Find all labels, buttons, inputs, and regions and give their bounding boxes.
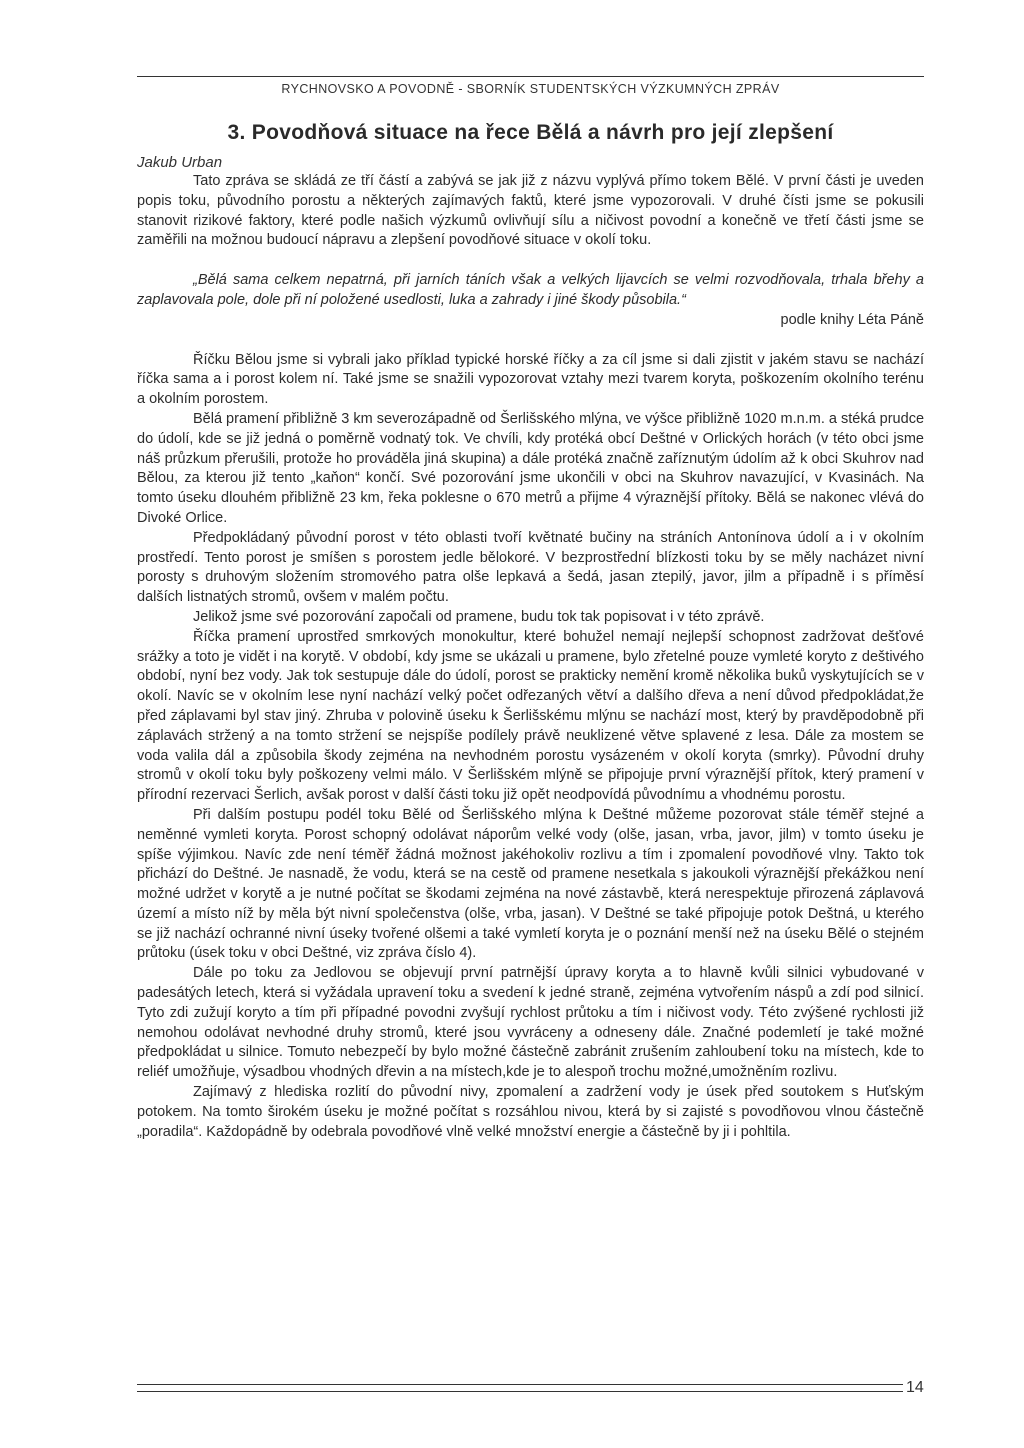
author-name: Jakub Urban [137, 154, 223, 171]
body-paragraph: Předpokládaný původní porost v této oblasti tvoří květnaté bučiny na stráních Antonínova údolí a i v okolním prostředí. Tento porost je smíšen s porostem jedle bělokoré. V bezprostřední blízkosti toku by se měly nacházet nivní porosty s druhovým složením stromového patra olše lepkavá a šedá, jasan ztepilý, javor, jilm a případně i s příměsí dalších listnatých stromů, ovšem v malém počtu. [137, 529, 924, 606]
body-paragraph: Při dalším postupu podél toku Bělé od Šerlišského mlýna k Deštné můžeme pozorovat stále téměř stejné a neměnné vymleti koryta. Porost schopný odolávat náporům velké vody (olše, jasan, vrba, javor, jilm) v tomto úseku je spíše výjimkou. Navíc zde není téměř žádná možnost jakéhokoliv rozlivu a tím i zpomalení povodňové vlny. Takto tok přichází do Deštné. Je nasnadě, že vodu, která se na cestě od pramene nesetkala s jakoukoli výraznější překážkou není možné udržet v korytě a je nutné počítat se škodami zejména na nové zástavbě, která nerespektuje přirozená záplavová území a místo níž by měla být nivní společenstva (olše, vrba, jasan). V Deštné se také připojuje potok Deštná, u kterého se již nachází ochranné nivní úseky tvořené olšemi a také vymletí koryta je o poznání menší než na úseku Bělé o stejném průtoku (úsek toku v obci Deštné, viz zpráva číslo 4). [137, 806, 924, 962]
footer-double-rule [137, 1384, 903, 1392]
body-paragraph: Bělá pramení přibližně 3 km severozápadně od Šerlišského mlýna, ve výšce přibližně 1020 m.n.m. a stéká prudce do údolí, kde se již jedná o poměrně vodnatý tok. Ve chvíli, kdy protéká obcí Deštné v Orlických horách (v této obci jsme náš průzkum přerušili, protože ho prováděla jiná skupina) a dále protéká značně zaříznutým údolím až k obci Skuhrov nad Bělou, za kterou již tento „kaňon“ končí. Své pozorování jsme ukončili v obci na Skuhrov navazující, v Kvasinách. Na tomto úseku dlouhém přibližně 23 km, řeka poklesne o 670 metrů a přijme 4 výraznější přítoky. Bělá se nakonec vlévá do Divoké Orlice. [137, 410, 925, 526]
running-header: RYCHNOVSKO A POVODNĚ - SBORNÍK STUDENTSKÝCH VÝZKUMNÝCH ZPRÁV [281, 82, 780, 96]
chapter-title: 3. Povodňová situace na řece Bělá a návrh pro její zlepšení [227, 121, 834, 144]
article-body [137, 172, 924, 1142]
intro-paragraph: Tato zpráva se skládá ze tří částí a zabývá se jak již z názvu vyplývá přímo tokem Bělé. V první části je uveden popis toku, původního porostu a některých zajímavých faktů, které jsme vypozorovali. V druhé čísti jsme se pokusili stanovit rizikové faktory, které podle našich výzkumů ovlivňují sílu a ničivost povodní a konečně ve třetí části jsme se zaměřili na možnou budoucí nápravu a zlepšení povodňové situace v okolí toku. [137, 173, 924, 249]
body-paragraph: Říčka pramení uprostřed smrkových monokultur, které bohužel nemají nejlepší schopnost zadržovat dešťové srážky a toto je vidět i na korytě. V období, kdy jsme se ukázali u pramene, bylo zřetelné pouze vymleté koryto z deštivého období, nyní bez vody. Jak tok sestupuje dále do údolí, porost se prakticky nemění kromě několika buků vyskytujících se v okolí. Navíc se v okolním lese nyní nachází velký počet odřezaných větví a dalšího dřeva a není důvod předpokládat,že před záplavami byl stav jiný. Zhruba v polovině úseku k Šerlišskému mlýnu se nachází most, který by pravděpodobně při záplavách stržený a na tomto stržení se nejspíše podílely právě neuklizené větve splavené z lesa. Dále za mostem se voda valila dál a způsobila škody zejména na nevhodném porostu vysázeném v okolí koryta (smrky). Původní druhy stromů v okolí toku byly poškozeny velmi málo. V Šerlišském mlýně se připojuje první výraznější přítok, který pramení v přírodní rezervaci Šerlich, avšak porost v další části toku již opět neodpovídá původnímu a vhodnému porostu. [137, 628, 924, 804]
page-number: 14 [906, 1379, 924, 1396]
epigraph-quote: „Bělá sama celkem nepatrná, při jarních táních však a velkých lijavcích se velmi rozvodňovala, trhala břehy a zaplavovala pole, dole při ní položené usedlosti, luka a zahrady i jiné škody působila.“ [137, 272, 924, 308]
header-rule [137, 76, 924, 77]
body-paragraph: Dále po toku za Jedlovou se objevují první patrnější úpravy koryta a to hlavně kvůli silnici vybudované v padesátých letech, která si vyžádala upravení toku a svedení k jedné straně, zejména vytvořením náspů a zdí pod silnicí. Tyto zdi zužují koryto a tím při případné povodni zvyšují rychlost průtoku a tím i ničivost vody. Této zvýšené rychlosti již nemohou odolávat nevhodné druhy stromů, které jsou vyvráceny a odneseny dále. Značné podemletí je také možné předpokládat u silnice. Tomuto nebezpečí by bylo možné částečně zabránit zrušením zahloubení toku na místech, kde to reliéf umožňuje, výsadbou vhodných dřevin a na místech,kde je to alespoň trochu možné,umožněním rozlivu. [137, 965, 924, 1081]
epigraph-source: podle knihy Léta Páně [780, 311, 924, 328]
body-paragraph: Jelikož jsme své pozorování započali od pramene, budu tok tak popisovat i v této zprávě. [193, 608, 765, 625]
body-paragraph: Zajímavý z hlediska rozlití do původní nivy, zpomalení a zadržení vody je úsek před soutokem s Huťským potokem. Na tomto širokém úseku je možné počítat s rozsáhlou nivou, která by si zajisté s povodňovou vlnou částečně „poradila“. Každopádně by odebrala povodňové vlně velké množství energie a částečně by ji i pohltila. [137, 1084, 924, 1140]
body-paragraph: Říčku Bělou jsme si vybrali jako příklad typické horské říčky a za cíl jsme si dali zjistit v jakém stavu se nachází říčka sama a i porost kolem ní. Také jsme se snažili vypozorovat vztahy mezi tvarem koryta, poškozením okolního terénu a okolním porostem. [137, 351, 924, 408]
